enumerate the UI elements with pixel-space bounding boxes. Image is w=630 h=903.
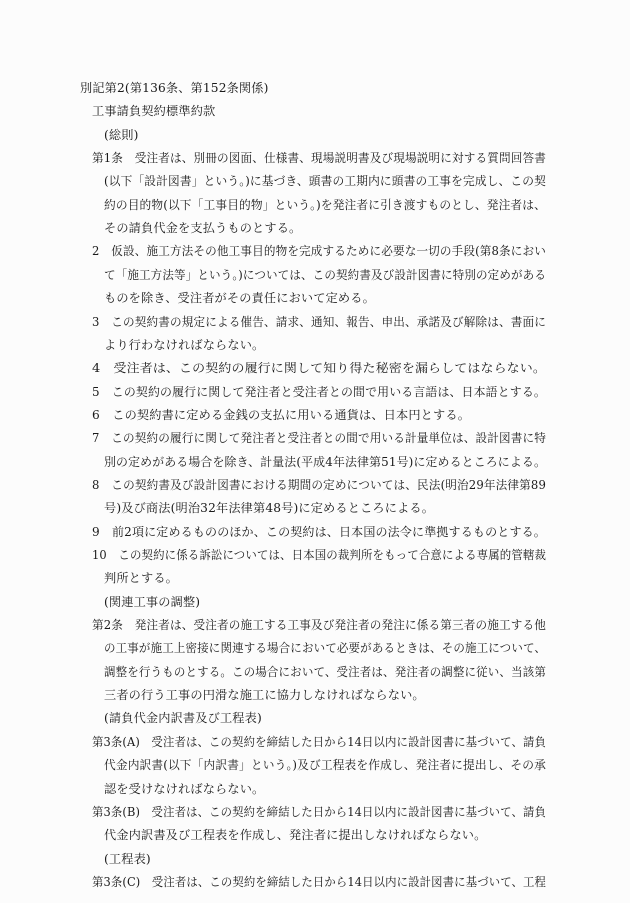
text-line: 8 この契約書及び設計図書における期間の定めについては、民法(明治29年法律第89	[92, 477, 547, 492]
text-line: の工事が施工上密接に関連する場合において必要があるときは、その施工について、	[104, 641, 547, 656]
text-line: 2 仮設、施工方法その他工事目的物を完成するために必要な一切の手段(第8条におい	[92, 244, 547, 259]
section-caption-schedule: (工程表)	[104, 851, 151, 866]
text-line: 10 この契約に係る訴訟については、日本国の裁判所をもって合意による専属的管轄裁	[92, 548, 547, 562]
section-caption-general: (総則)	[104, 127, 139, 142]
text-line: 4 受注者は、この契約の履行に関して知り得た秘密を漏らしてはならない。	[92, 361, 547, 376]
text-line: 別の定めがある場合を除き、計量法(平成4年法律第51号)に定めるところによる。	[104, 454, 547, 469]
text-line: 6 この契約書に定める金銭の支払に用いる通貨は、日本円とする。	[92, 407, 471, 422]
document-title: 工事請負契約標準約款	[92, 104, 216, 119]
text-line: 3 この契約書の規定による催告、請求、通知、報告、申出、承諾及び解除は、書面に	[92, 314, 546, 329]
text-line: 第1条 受注者は、別冊の図面、仕様書、現場説明書及び現場説明に対する質問回答書	[92, 151, 546, 166]
text-line: て「施工方法等」という。)については、この契約書及び設計図書に特別の定めがある	[104, 267, 547, 282]
annex-title: 別記第2(第136条、第152条関係)	[80, 81, 269, 95]
text-line: 代金内訳書(以下「内訳書」という。)及び工程表を作成し、発注者に提出し、その承	[104, 758, 546, 773]
text-line: 調整を行うものとする。この場合において、受注者は、発注者の調整に従い、当該第	[104, 664, 546, 679]
text-line: 7 この契約の履行に関して発注者と受注者との間で用いる計量単位は、設計図書に特	[92, 431, 546, 446]
text-line: 号)及び商法(明治32年法律第48号)に定めるところによる。	[104, 501, 435, 516]
section-caption-related-works: (関連工事の調整)	[104, 594, 201, 609]
text-line: より行わなければならない。	[104, 337, 265, 352]
text-line: (以下「設計図書」という。)に基づき、頭書の工期内に頭書の工事を完成し、この契	[104, 174, 547, 189]
text-line: 三者の行う工事の円滑な施工に協力しなければならない。	[104, 688, 425, 703]
text-line: 代金内訳書及び工程表を作成し、発注者に提出しなければならない。	[104, 828, 487, 843]
text-line: 判所とする。	[104, 571, 179, 586]
text-line: その請負代金を支払うものとする。	[104, 221, 302, 236]
text-line: 認を受けなければならない。	[104, 781, 265, 796]
text-line: 第3条(A) 受注者は、この契約を締結した日から14日以内に設計図書に基づいて、請負	[92, 734, 546, 749]
text-line: 約の目的物(以下「工事目的物」という。)を発注者に引き渡すものとし、発注者は、	[104, 197, 546, 212]
text-line: 第2条 発注者は、受注者の施工する工事及び発注者の発注に係る第三者の施工する他	[92, 618, 546, 633]
section-caption-breakdown: (請負代金内訳書及び工程表)	[104, 711, 262, 726]
text-line: 5 この契約の履行に関して発注者と受注者との間で用いる言語は、日本語とする。	[92, 384, 547, 399]
text-line: 9 前2項に定めるもののほか、この契約は、日本国の法令に準拠するものとする。	[92, 524, 546, 539]
text-line: 第3条(C) 受注者は、この契約を締結した日から14日以内に設計図書に基づいて、工程	[92, 874, 546, 889]
text-line: 第3条(B) 受注者は、この契約を締結した日から14日以内に設計図書に基づいて、請負	[92, 804, 546, 819]
text-line: ものを除き、受注者がその責任において定める。	[104, 291, 375, 306]
